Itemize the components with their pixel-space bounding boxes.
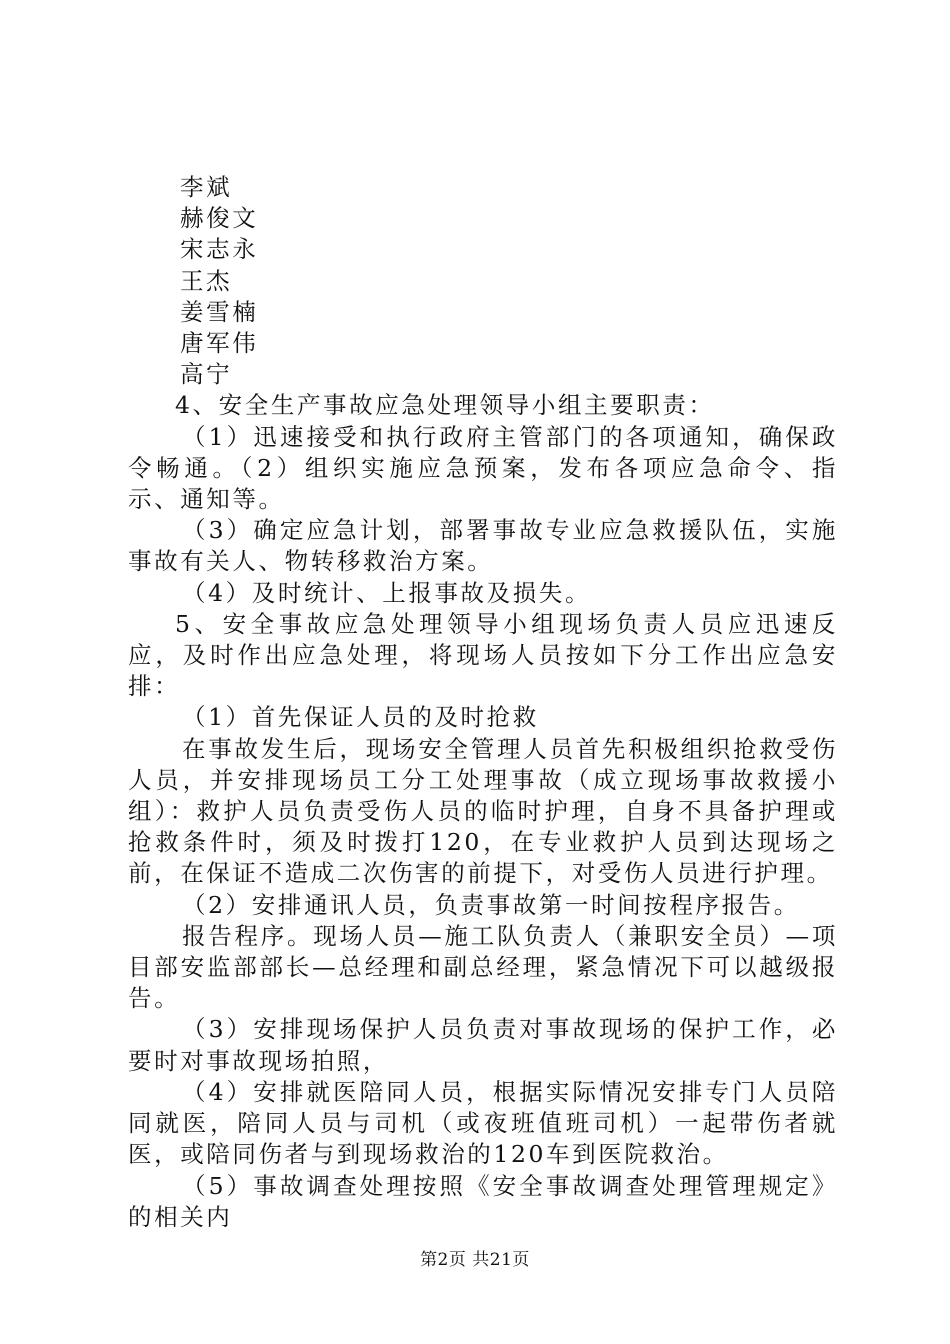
member-name-list <box>128 172 838 390</box>
paragraph-rescue-heading: （1）首先保证人员的及时抢救 <box>182 703 539 732</box>
paragraph-report-procedure: 报告程序。现场人员—施工队负责人（兼职安全员）—项目部安监部部长—总经理和副总经理，紧急情况下可以越级报告。 <box>128 921 838 1013</box>
paragraph-duty-4: （4）及时统计、上报事故及损失。 <box>182 578 592 607</box>
member-name: 高宁 <box>180 360 233 389</box>
section-heading-onsite: 5、安全事故应急处理领导小组现场负责人员应迅速反应，及时作出应急处理，将现场人员按如下分工作出应急安排： <box>128 609 838 701</box>
member-name: 宋志永 <box>180 235 259 264</box>
member-name: 姜雪楠 <box>180 297 259 326</box>
paragraph-investigation: （5）事故调查处理按照《安全事故调查处理管理规定》的相关内 <box>128 1171 838 1231</box>
member-name: 李斌 <box>180 173 233 201</box>
paragraph-scene-protection: （3）安排现场保护人员负责对事故现场的保护工作，必要时对事故现场拍照， <box>128 1015 838 1075</box>
member-name: 赫俊文 <box>180 204 259 233</box>
member-name: 王杰 <box>180 266 233 295</box>
paragraph-medical-escort: （4）安排就医陪同人员，根据实际情况安排专门人员陪同就医，陪同人员与司机（或夜班值班司机）一起带伤者就医，或陪同伤者与到现场救治的120车到医院救治。 <box>128 1077 838 1169</box>
paragraph-communication: （2）安排通讯人员，负责事故第一时间按程序报告。 <box>182 890 800 919</box>
section-heading-duties: 4、安全生产事故应急处理领导小组主要职责： <box>175 391 715 420</box>
page-number-footer: 第2页 共21页 <box>420 1250 530 1270</box>
document-body <box>128 172 838 1233</box>
paragraph-rescue-body: 在事故发生后，现场安全管理人员首先积极组织抢救受伤人员，并安排现场员工分工处理事故（成立现场事故救援小组）：救护人员负责受伤人员的临时护理，自身不具备护理或抢救条件时，须及时拨打120，在专业救护人员到达现场之前，在保证不造成二次伤害的前提下，对受伤人员进行护理。 <box>128 734 838 888</box>
paragraph-duty-3: （3）确定应急计划，部署事故专业应急救援队伍，实施事故有关人、物转移救治方案。 <box>128 516 838 576</box>
member-name: 唐军伟 <box>180 329 259 358</box>
paragraph-duty-1-2: （1）迅速接受和执行政府主管部门的各项通知，确保政令畅通。（2）组织实施应急预案，发布各项应急命令、指示、通知等。 <box>128 422 838 514</box>
